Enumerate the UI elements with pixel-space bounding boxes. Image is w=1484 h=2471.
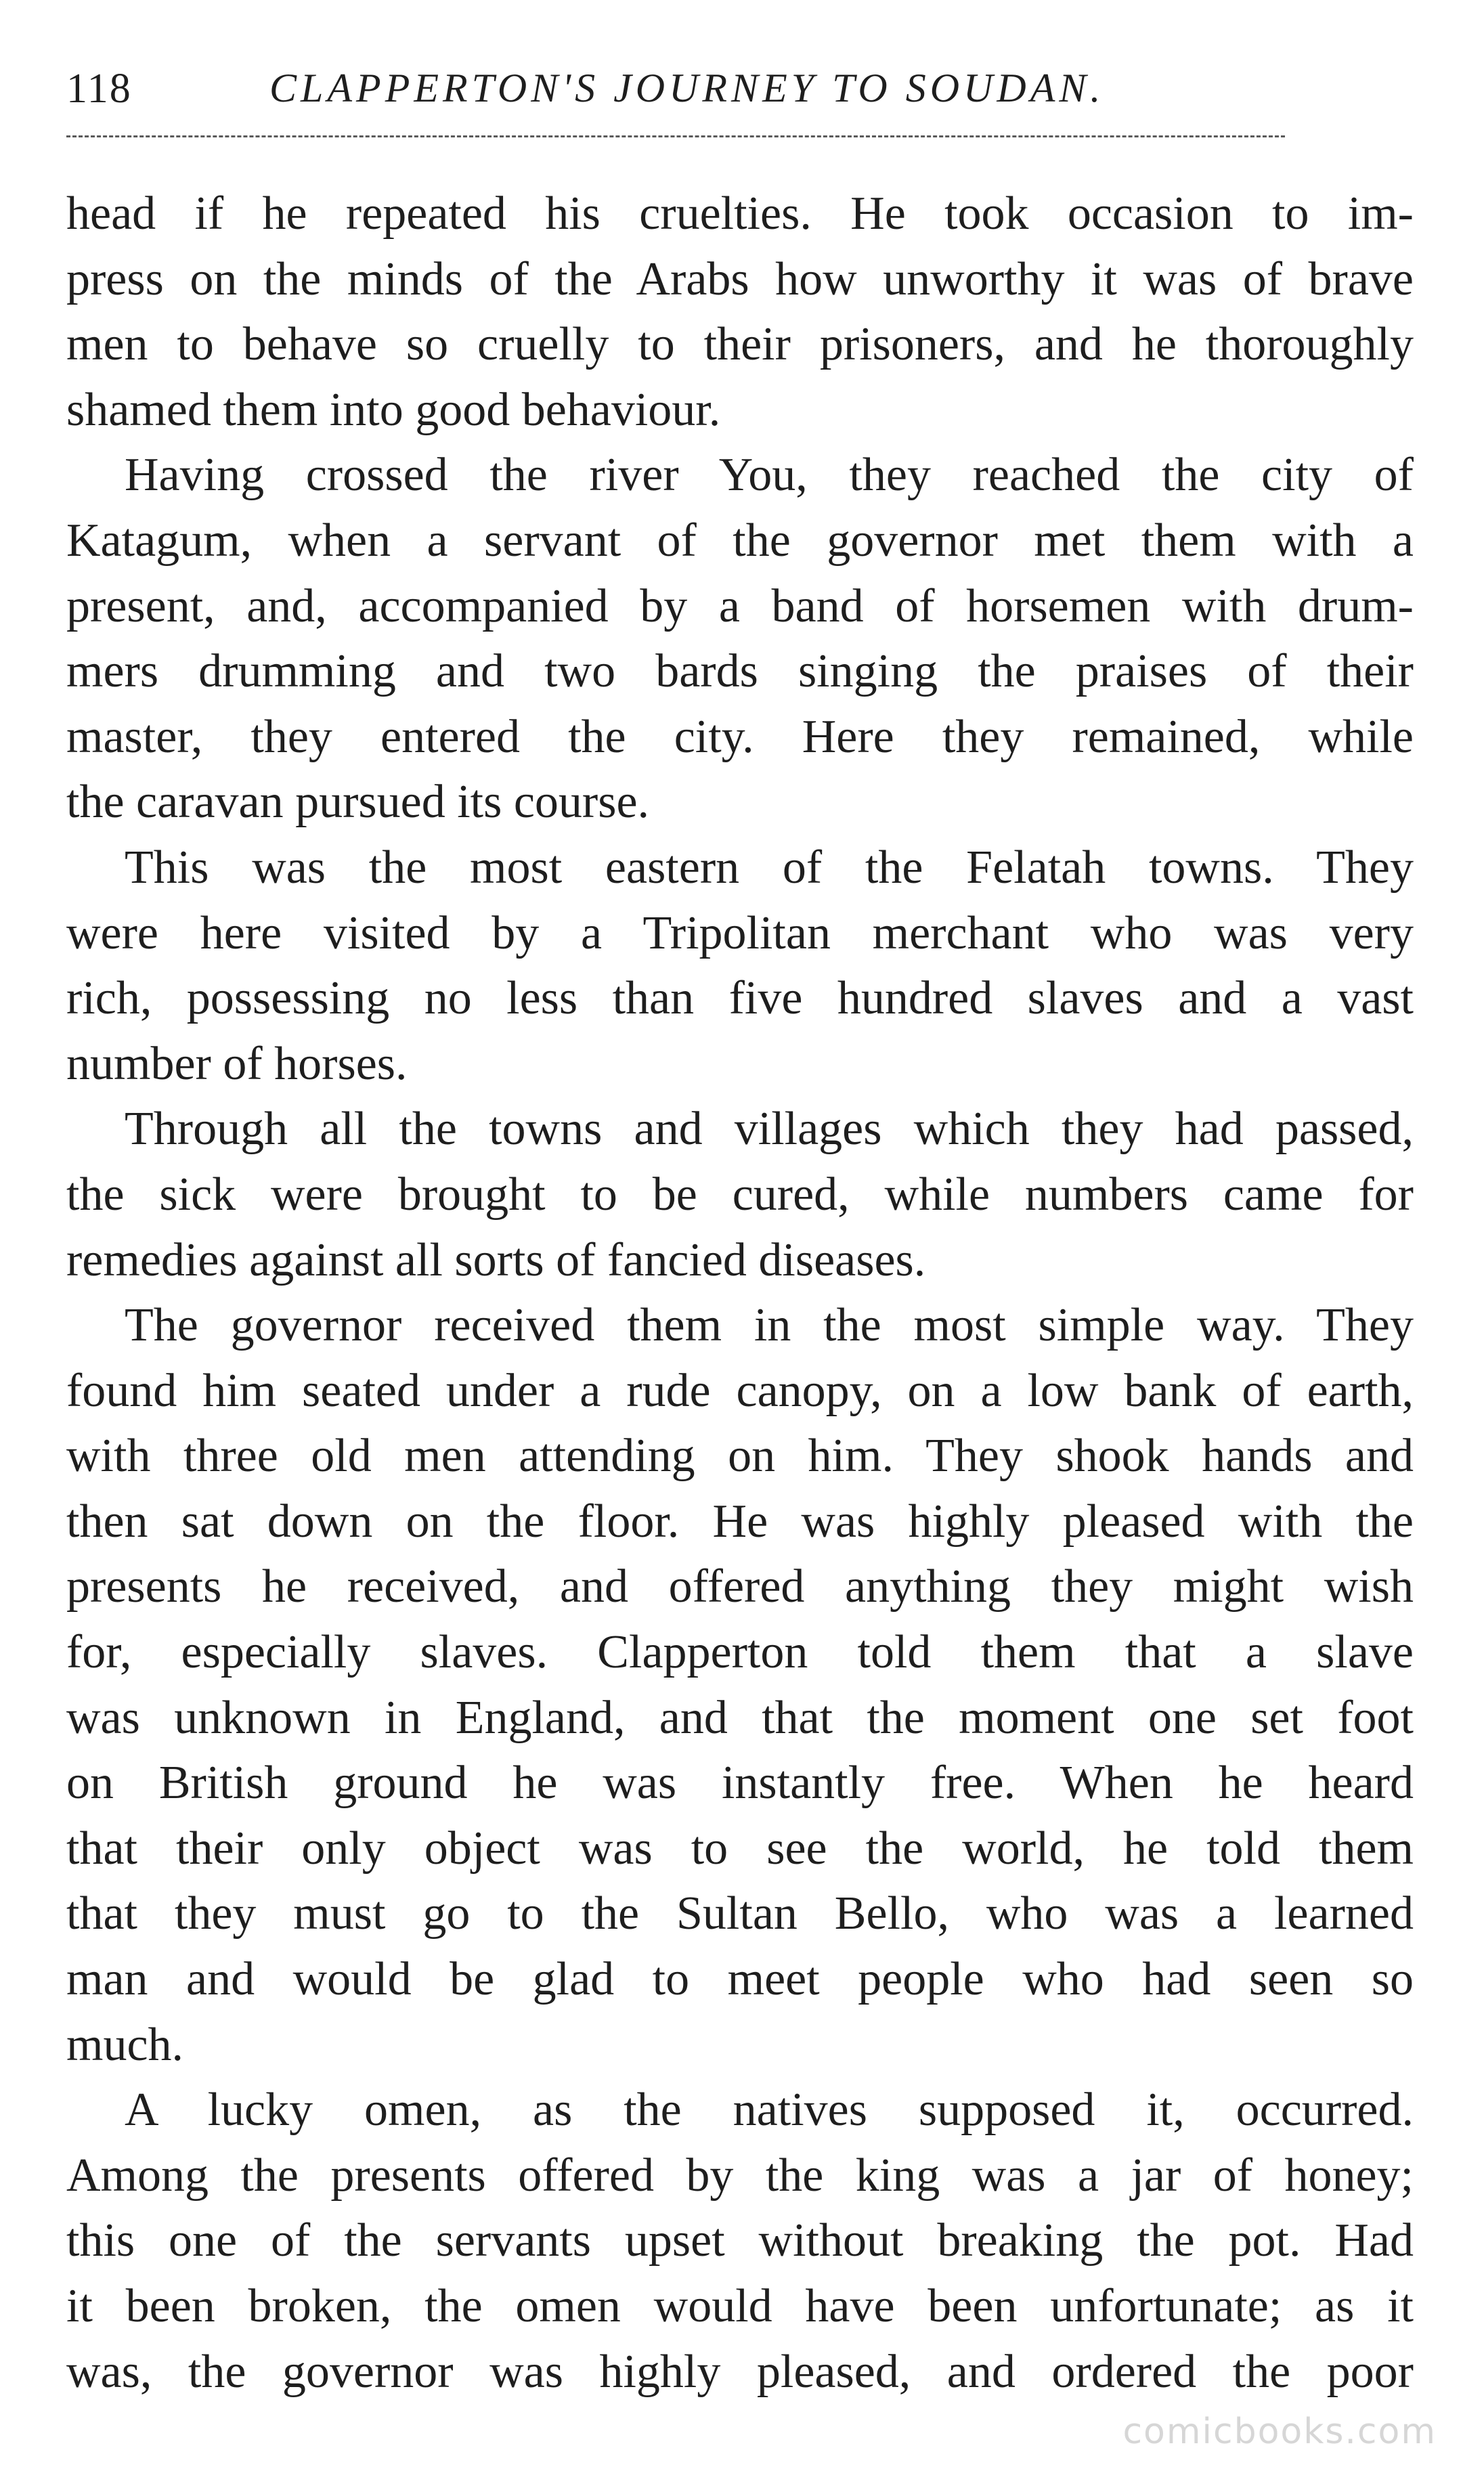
running-head [66, 62, 1414, 130]
text-line: Having crossed the river You, they reached the city of [125, 449, 1414, 502]
text-line: was unknown in England, and that the moment one set foot [66, 1691, 1414, 1744]
text-line: then sat down on the floor. He was highly pleased with the [66, 1495, 1414, 1548]
text-line: was, the governor was highly pleased, and ordered the poor [66, 2345, 1414, 2398]
paragraph [66, 181, 1414, 443]
text-line: This was the most eastern of the Felatah towns. They [125, 841, 1414, 894]
text-line: found him seated under a rude canopy, on a low bank of earth, [66, 1364, 1414, 1417]
watermark: comicbooks.com [1122, 2411, 1437, 2452]
page-number: 118 [66, 66, 132, 112]
text-line: this one of the servants upset without breaking the pot. Had [66, 2214, 1414, 2267]
text-line: the sick were brought to be cured, while numbers came for [66, 1168, 1414, 1221]
body-text [66, 181, 1414, 2405]
text-line: that their only object was to see the world, he told them [66, 1822, 1414, 1875]
paragraph [66, 1293, 1414, 2078]
text-line: presents he received, and offered anything they might wish [66, 1560, 1414, 1613]
text-line: The governor received them in the most simple way. They [125, 1299, 1414, 1352]
text-line: it been broken, the omen would have been unfortunate; as it [66, 2280, 1414, 2332]
text-line: were here visited by a Tripolitan merchant who was very [66, 906, 1414, 959]
text-line: master, they entered the city. Here they remained, while [66, 710, 1414, 763]
text-line: head if he repeated his cruelties. He took occasion to im- [66, 188, 1414, 240]
running-title: CLAPPERTON'S JOURNEY TO SOUDAN. [269, 66, 1105, 110]
header-rule [66, 135, 1285, 137]
text-line: that they must go to the Sultan Bello, who was a learned [66, 1887, 1414, 1940]
text-line: for, especially slaves. Clapperton told them that a slave [66, 1626, 1414, 1679]
text-line: present, and, accompanied by a band of horsemen with drum- [66, 580, 1414, 632]
text-line: on British ground he was instantly free. When he heard [66, 1757, 1414, 1810]
text-line: rich, possessing no less than five hundred slaves and a vast [66, 972, 1414, 1025]
text-line: Among the presents offered by the king was a jar of honey; [66, 2149, 1414, 2202]
text-line: shamed them into good behaviour. [66, 383, 721, 436]
text-line: the caravan pursued its course. [66, 776, 650, 829]
paragraph [66, 1097, 1414, 1293]
text-line: man and would be glad to meet people who had seen so [66, 1953, 1414, 2006]
text-line: mers drumming and two bards singing the praises of their [66, 645, 1414, 698]
text-line: much. [66, 2018, 184, 2071]
text-line: press on the minds of the Arabs how unworthy it was of brave [66, 253, 1414, 305]
text-line: number of horses. [66, 1037, 408, 1090]
text-line: Through all the towns and villages which they had passed, [125, 1103, 1414, 1156]
text-line: men to behave so cruelly to their prisoners, and he thoroughly [66, 318, 1414, 371]
paragraph [66, 443, 1414, 835]
paragraph [66, 2078, 1414, 2405]
paragraph [66, 835, 1414, 1097]
text-line: remedies against all sorts of fancied diseases. [66, 1233, 926, 1286]
text-line: with three old men attending on him. They shook hands and [66, 1430, 1414, 1483]
text-line: A lucky omen, as the natives supposed it, occurred. [125, 2084, 1414, 2137]
text-line: Katagum, when a servant of the governor met them with a [66, 514, 1414, 567]
